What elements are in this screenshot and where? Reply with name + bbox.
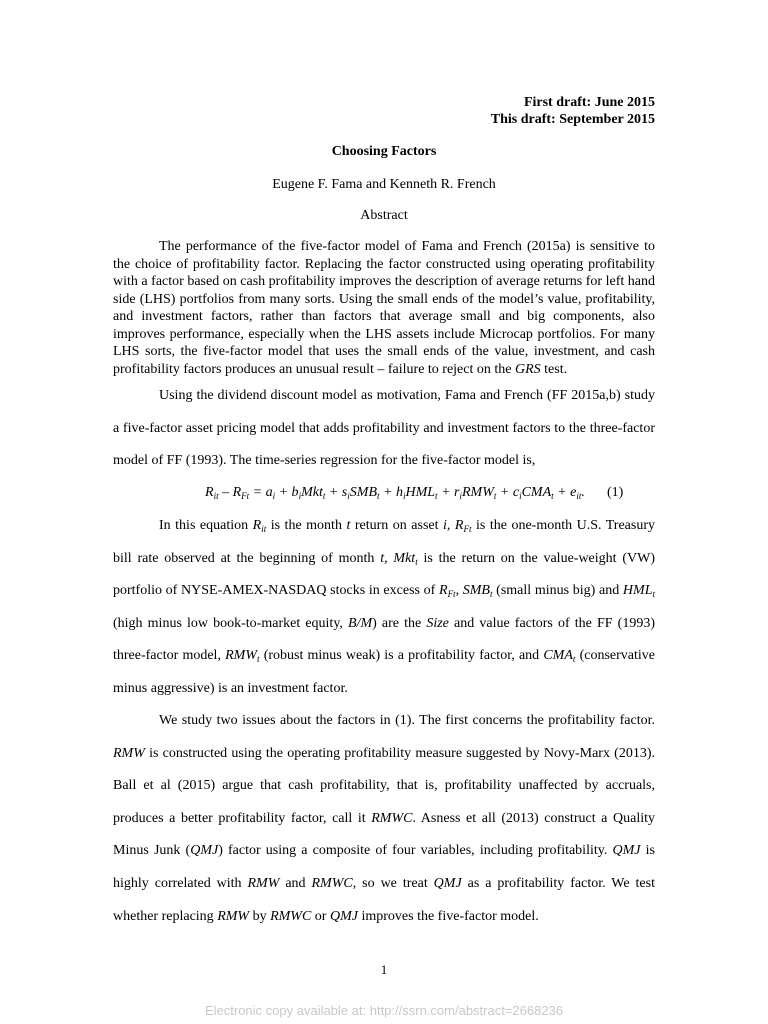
paper-authors: Eugene F. Fama and Kenneth R. French [272,177,496,192]
paragraph-intro: Using the dividend discount model as motivation, Fama and French (FF 2015a,b) study a five-factor asset pricing model that adds profitability and investment factors to the three-factor model of FF (1993). The time-series regression for the five-factor model is, [113,388,655,469]
equation-number: (1) [607,485,624,500]
abstract-heading: Abstract [360,208,408,223]
ssrn-footer-link[interactable]: Electronic copy available at: http://ssrn.com/abstract=2668236 [204,1003,564,1018]
abstract-text: The performance of the five-factor model of Fama and French (2015a) is sensitive to the choice of profitability factor. Replacing the factor constructed using operating profitability with a factor based on cash profitability improves the description of average returns for left hand side (LHS) portfolios from many sorts. Using the small ends of the model’s value, profitability, and investment factors, rather than factors that average small and big components, also improves performance, especially when the LHS assets include Microcap portfolios. For many LHS sorts, the five-factor model that uses the small ends of the value, investment, and cash profitability factors produces an unusual result – failure to reject on the GRS test. [113,239,655,377]
first-draft-date: First draft: June 2015 [523,95,655,110]
this-draft-date: This draft: September 2015 [490,112,655,127]
page-number: 1 [380,962,388,977]
paragraph-issues: We study two issues about the factors in (1). The first concerns the profitability factor. RMW is constructed using the operating profitability measure suggested by Novy-Marx (2013). Ball et al (2015) argue that cash profitability, that is, profitability unaffected by accruals, produces a better profitability factor, call it RMWC. Asness et all (2013) construct a Quality Minus Junk (QMJ) factor using a composite of four variables, including profitability. QMJ is highly correlated with RMW and RMWC, so we treat QMJ as a profitability factor. We test whether replacing RMW by RMWC or QMJ improves the five-factor model. [113,713,655,924]
paragraph-definitions: In this equation $R_{it}$ is the month t return on asset i, $R_{Ft}$ is the one-month U.S. Treasury bill rate observed at the beginning of month t, Mkt$_t$ is the return on the value-weight (VW) portfolio of NYSE-AMEX-NASDAQ stocks in excess of $R_{Ft}$, $SMB_t$ (small minus big) and $HML_t$ (high minus low book-to-market equity, B/M) are the Size and value factors of the FF (1993) three-factor model, $RMW_t$ (robust minus weak) is a profitability factor, and $CMA_t$ (conservative minus aggressive) is an investment factor. [113,518,656,696]
paper-title: Choosing Factors [331,144,437,159]
equation-five-factor: $R_{it} - R_{Ft} = a_i + b_iMkt_t + s_iSMB_t + h_iHML_t + r_iRMW_t + c_iCMA_t + e_{it}$. [205,485,585,501]
